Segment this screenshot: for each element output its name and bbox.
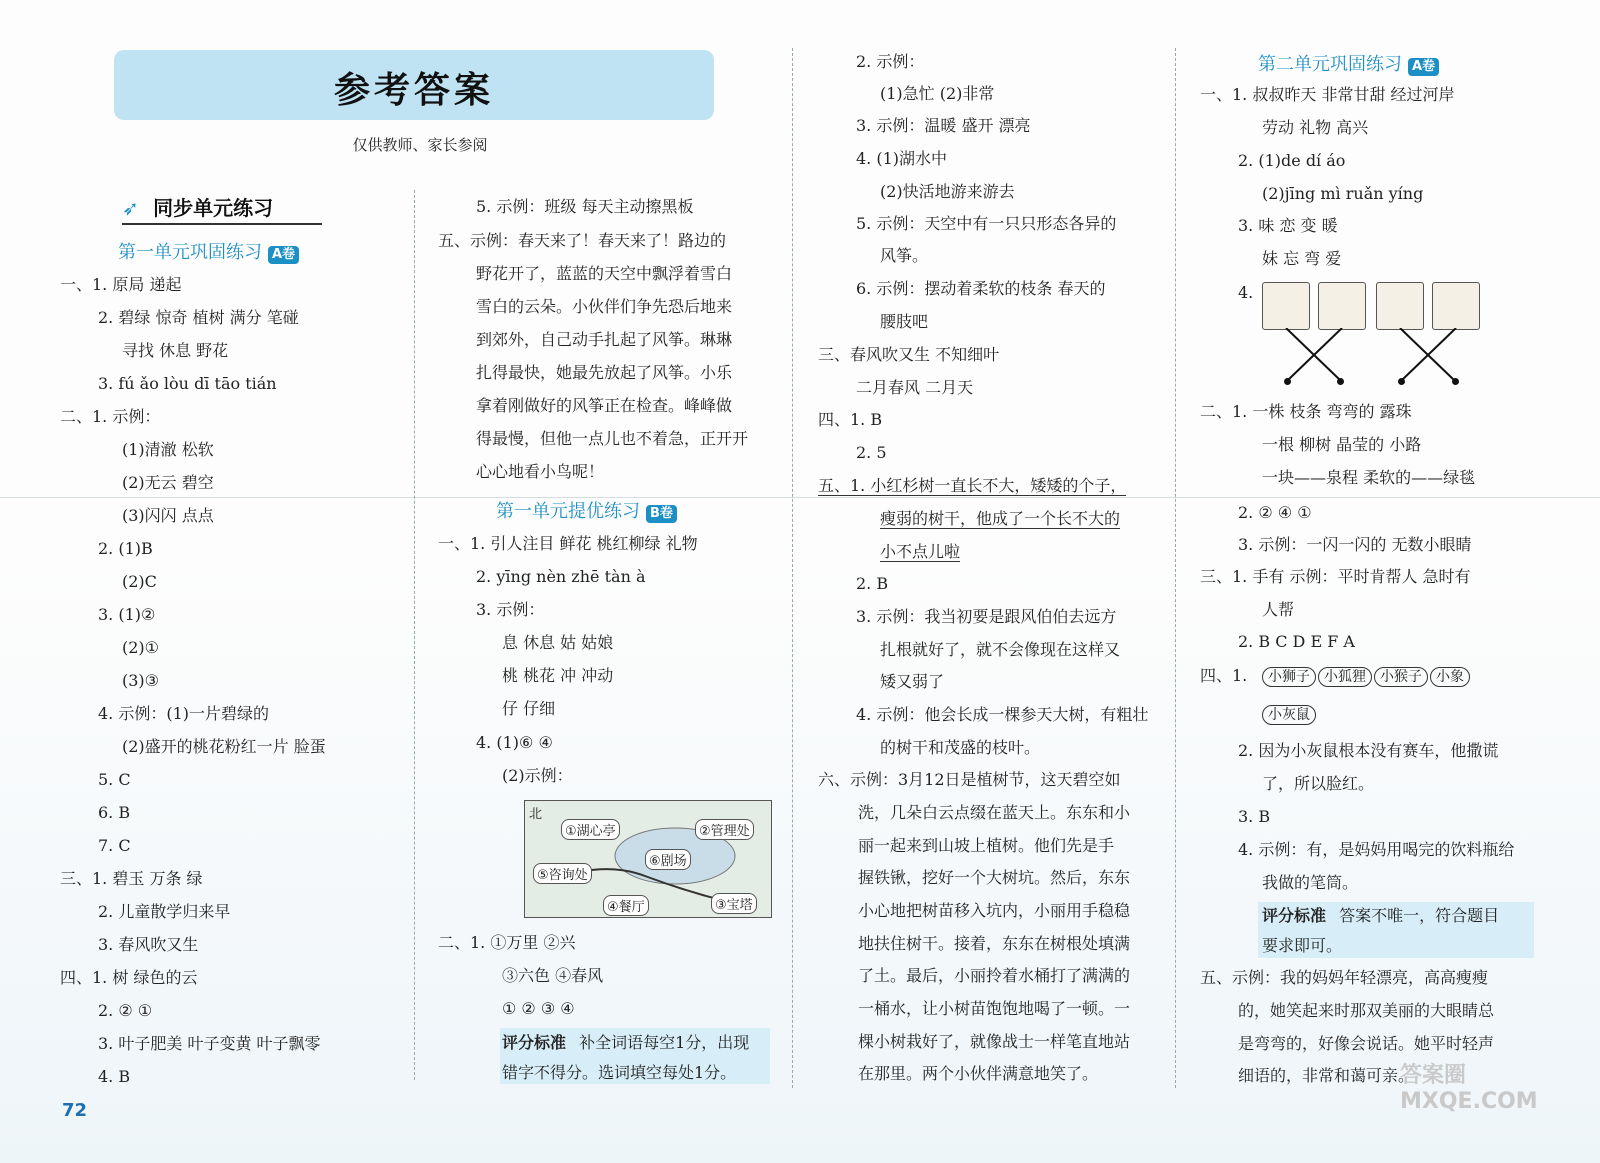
answer-line: (2)盛开的桃花粉红一片 脸蛋	[122, 737, 326, 756]
person-picture	[1376, 282, 1424, 330]
scoring-note	[502, 1033, 749, 1053]
answer-line: 2. 5	[856, 443, 887, 462]
answer-line: 风筝。	[880, 246, 929, 265]
answer-line: 二月春风 二月天	[856, 378, 974, 397]
person-picture	[1432, 282, 1480, 330]
answer-line: 仔 仔细	[502, 699, 556, 718]
answer-line: 一、1. 引人注目 鲜花 桃红柳绿 礼物	[438, 534, 698, 553]
answer-line: 2. (1)B	[98, 539, 153, 558]
answer-line: 5. 示例：天空中有一只只形态各异的	[856, 214, 1117, 233]
scoring-note	[1262, 906, 1499, 926]
answer-line: 四、1. 树 绿色的云	[60, 968, 198, 987]
map-place: ①湖心亭	[561, 819, 620, 840]
answer-line: 我做的笔筒。	[1262, 873, 1359, 892]
map-place: ④餐厅	[603, 895, 649, 916]
match-dot	[1452, 378, 1459, 385]
park-map	[524, 800, 772, 918]
answer-line: (1)清澈 松软	[122, 440, 214, 459]
unit1a-badge: A卷	[268, 246, 299, 264]
answer-line: 2. 因为小灰鼠根本没有赛车，他撒谎	[1238, 741, 1499, 760]
map-place: ⑤咨询处	[533, 863, 592, 884]
answer-line: 一、1. 原局 递起	[60, 275, 182, 294]
answer-line: 2. (1)de dí áo	[1238, 151, 1346, 170]
answer-line: (3)闪闪 点点	[122, 506, 214, 525]
answer-line: 了土。最后，小丽拎着水桶打了满满的	[858, 966, 1131, 985]
answer-line: 在那里。两个小伙伴满意地笑了。	[858, 1064, 1099, 1083]
answer-line: 地扶住树干。接着，东东在树根处填满	[858, 934, 1131, 953]
answer-line: 五、示例：我的妈妈年轻漂亮，高高瘦瘦	[1200, 968, 1489, 987]
answer-line: 六、示例：3月12日是植树节，这天碧空如	[818, 770, 1121, 789]
answer-line: 3. fú ǎo lòu dī tāo tián	[98, 374, 277, 393]
answer-line: 棵小树栽好了，就像战士一样笔直地站	[858, 1032, 1131, 1051]
answer-line: 4. 示例：他会长成一棵参天大树，有粗壮	[856, 705, 1149, 724]
answer-line: 腰肢吧	[880, 312, 929, 331]
answer-line: 了，所以脸红。	[1262, 774, 1375, 793]
answer-line: 3. 叶子肥美 叶子变黄 叶子飘零	[98, 1034, 321, 1053]
unit1b-badge: B卷	[646, 505, 677, 523]
answer-line: 二、1. 一株 枝条 弯弯的 露珠	[1200, 402, 1412, 421]
answer-pill: 小猴子	[1374, 667, 1428, 687]
answer-line: (2)jīng mì ruǎn yíng	[1262, 184, 1424, 203]
answer-line: 2. B C D E F A	[1238, 632, 1355, 651]
answer-line: 劳动 礼物 高兴	[1262, 118, 1369, 137]
match-dot	[1398, 378, 1405, 385]
scoring-text: 答案不唯一，符合题目	[1339, 906, 1500, 925]
answer-line: 2. ② ④ ①	[1238, 503, 1312, 522]
unit1b-title: 第一单元提优练习	[496, 501, 640, 522]
unit1a-title: 第一单元巩固练习	[118, 242, 262, 263]
scoring-text: 要求即可。	[1262, 936, 1343, 955]
answer-line: 3. 示例：一闪一闪的 无数小眼睛	[1238, 535, 1472, 554]
answer-line: 5. 示例：班级 每天主动擦黑板	[476, 197, 694, 216]
answer-line: (3)③	[122, 671, 160, 690]
answer-line	[818, 476, 1126, 496]
answer-line: 3. 春风吹又生	[98, 935, 199, 954]
answer-line: 2. yīng nèn zhē tàn à	[476, 567, 646, 586]
animal-pills	[1262, 666, 1472, 687]
north-label: 北	[529, 807, 543, 822]
answer-line: 小心地把树苗移入坑内，小丽用手稳稳	[858, 901, 1131, 920]
answer-pill: 小狐狸	[1318, 667, 1372, 687]
answer-line: 三、1. 碧玉 万条 绿	[60, 869, 203, 888]
answer-line: 细语的，非常和蔼可亲。	[1238, 1066, 1415, 1085]
unit1a-heading	[118, 238, 299, 264]
answer-line: (2)示例：	[502, 766, 573, 785]
answer-line: 三、1. 手有 示例：平时肯帮人 急时有	[1200, 567, 1471, 586]
underlined-answer: 小不点儿啦	[880, 542, 961, 561]
answer-line: (2)快活地游来游去	[880, 182, 1015, 201]
column-divider	[1175, 48, 1176, 1088]
answer-line: 洗，几朵白云点缀在蓝天上。东东和小	[858, 803, 1131, 822]
answer-line: 得最慢，但他一点儿也不着急，正开开	[476, 429, 749, 448]
answer-line: 拿着刚做好的风筝正在检查。峰峰做	[476, 396, 733, 415]
answer-line: (1)急忙 (2)非常	[880, 84, 995, 103]
answer-line: 4. (1)湖水中	[856, 149, 948, 168]
fold-line	[0, 497, 1600, 498]
unit2a-badge: A卷	[1408, 58, 1439, 76]
answer-line: 矮又弱了	[880, 672, 945, 691]
person-picture	[1318, 282, 1366, 330]
answer-line: 3. (1)②	[98, 605, 156, 624]
answer-line: 6. 示例：摆动着柔软的枝条 春天的	[856, 279, 1106, 298]
answer-line: 的树干和茂盛的枝叶。	[880, 738, 1041, 757]
answer-line: 握铁锹，挖好一个大树坑。然后，东东	[858, 868, 1131, 887]
answer-pill: 小象	[1430, 667, 1470, 687]
answer-line: 野花开了，蓝蓝的天空中飘浮着雪白	[476, 264, 733, 283]
answer-pill: 小狮子	[1262, 667, 1316, 687]
answer-line: 2. 碧绿 惊奇 植树 满分 笔碰	[98, 308, 299, 327]
watermark: 答案圈 MXQE.COM	[1400, 1063, 1538, 1114]
answer-line: 雪白的云朵。小伙伴们争先恐后地来	[476, 297, 733, 316]
answer-line: 4.	[1238, 283, 1254, 302]
answer-line: 3. B	[1238, 807, 1271, 826]
answer-line: 3. 示例：我当初要是跟风伯伯去远方	[856, 607, 1117, 626]
answer-line: 三、春风吹又生 不知细叶	[818, 345, 1000, 364]
answer-line: 二、1. 示例：	[60, 407, 161, 426]
answer-line: 一根 柳树 晶莹的 小路	[1262, 435, 1422, 454]
answer-line: (2)C	[122, 572, 157, 591]
answer-line: 4. 示例：有，是妈妈用喝完的饮料瓶给	[1238, 840, 1515, 859]
answer-line: 2. 儿童散学归来早	[98, 902, 231, 921]
match-dot	[1337, 378, 1344, 385]
answer-line: 一桶水，让小树苗饱饱地喝了一顿。一	[858, 999, 1131, 1018]
unit1b-heading	[496, 497, 677, 523]
answer-line: ① ② ③ ④	[502, 999, 575, 1018]
answer-line: 四、1.	[1200, 666, 1248, 685]
answer-line: 2. B	[856, 574, 889, 593]
answer-line: 扎得最快，她最先放起了风筝。小乐	[476, 363, 733, 382]
scoring-text: 补全词语每空1分，出现	[579, 1033, 750, 1052]
answer-pill: 小灰鼠	[1262, 705, 1316, 725]
section-title: 同步单元练习	[153, 196, 274, 220]
answer-line: 7. C	[98, 836, 131, 855]
answer-line: 2. 示例：	[856, 52, 925, 71]
answer-line: 寻找 休息 野花	[122, 341, 229, 360]
answer-line: 妹 忘 弯 爱	[1262, 249, 1342, 268]
answer-line: 是弯弯的，好像会说话。她平时轻声	[1238, 1034, 1495, 1053]
answer-line: 心心地看小鸟呢！	[476, 462, 605, 481]
answer-line: 4. B	[98, 1067, 131, 1086]
matching-lines	[1262, 328, 1482, 388]
answer-line: 6. B	[98, 803, 131, 822]
answer-line: (2)①	[122, 638, 160, 657]
section-heading	[122, 192, 322, 225]
answer-line: 3. 味 恋 变 暖	[1238, 216, 1338, 235]
answer-line: 一块——泉程 柔软的——绿毯	[1262, 468, 1476, 487]
page-title: 参考答案	[333, 70, 494, 111]
answer-line: 3. 示例：	[476, 600, 545, 619]
section-underline	[122, 223, 322, 225]
answer-line: 丽一起来到山坡上植树。他们先是手	[858, 836, 1115, 855]
column-divider	[414, 190, 415, 1080]
answer-line: 2. ② ①	[98, 1001, 153, 1020]
answer-line: 息 休息 姑 姑娘	[502, 633, 614, 652]
answer-line: 4. 示例：(1)一片碧绿的	[98, 704, 270, 723]
unit2a-heading	[1258, 50, 1439, 76]
answer-line: 桃 桃花 冲 冲动	[502, 666, 614, 685]
scoring-text: 错字不得分。选词填空每处1分。	[502, 1063, 737, 1082]
answer-line: 3. 示例：温暖 盛开 漂亮	[856, 116, 1031, 135]
answer-line: 的，她笑起来时那双美丽的大眼睛总	[1238, 1001, 1495, 1020]
answer-line: 4. (1)⑥ ④	[476, 733, 553, 752]
answer-line: (2)无云 碧空	[122, 473, 214, 492]
rocket-icon: ➶	[122, 196, 139, 220]
answer-line: 5. C	[98, 770, 131, 789]
answer-line: 四、1. B	[818, 410, 883, 429]
answer-line	[880, 509, 1120, 529]
underlined-answer: 五、1. 小红杉树一直长不大，矮矮的个子，	[818, 476, 1127, 495]
answer-line: 二、1. ①万里 ②兴	[438, 933, 576, 952]
answer-line: 到郊外，自己动手扎起了风筝。琳琳	[476, 330, 733, 349]
match-dot	[1284, 378, 1291, 385]
answer-line: 人帮	[1262, 600, 1295, 619]
underlined-answer: 瘦弱的树干，他成了一个长不大的	[880, 509, 1121, 528]
page-subtitle: 仅供教师、家长参阅	[352, 136, 488, 154]
page-number: 72	[62, 1100, 88, 1121]
map-place: ②管理处	[695, 819, 754, 840]
animal-pills	[1262, 704, 1318, 725]
column-divider	[792, 48, 793, 1088]
unit2a-title: 第二单元巩固练习	[1258, 54, 1402, 75]
person-picture	[1262, 282, 1310, 330]
answer-line: 扎根就好了，就不会像现在这样又	[880, 640, 1121, 659]
answer-line: ③六色 ④春风	[502, 966, 604, 985]
answer-line	[880, 542, 960, 562]
scoring-label: 评分标准	[1262, 906, 1327, 925]
map-place: ⑥剧场	[645, 849, 691, 870]
answer-line: 一、1. 叔叔昨天 非常甘甜 经过河岸	[1200, 85, 1455, 104]
map-place: ③宝塔	[711, 893, 757, 914]
answer-line: 五、示例：春天来了！春天来了！路边的	[438, 231, 727, 250]
scoring-label: 评分标准	[502, 1033, 567, 1052]
